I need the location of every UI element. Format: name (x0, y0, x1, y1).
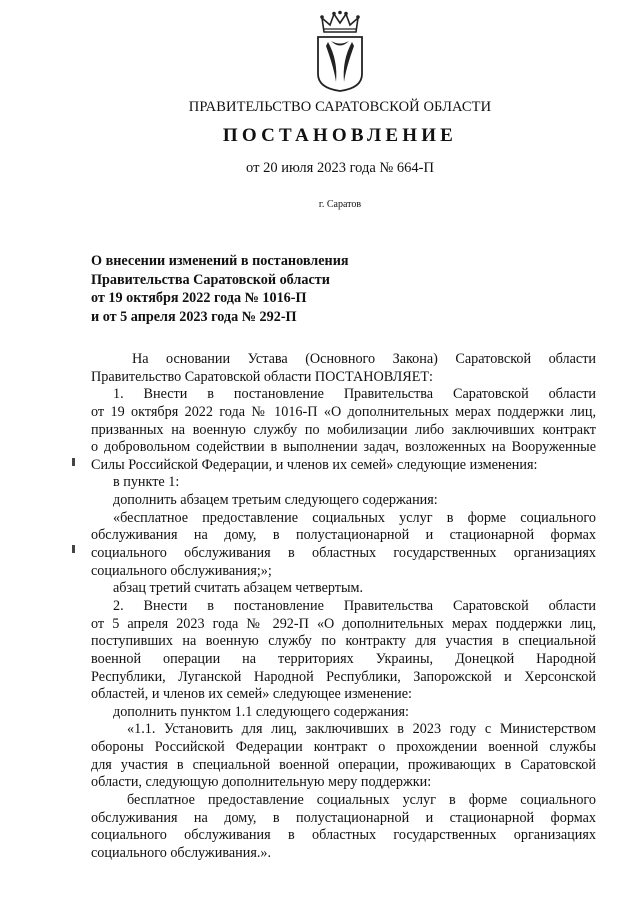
decree-subject (91, 252, 491, 327)
body-line: 1. Внести в постановление Правительства Саратовской области (113, 386, 596, 403)
body-line: Правительство Саратовской области ПОСТАНОВЛЯЕТ: (91, 368, 434, 385)
body-line: от 5 апреля 2023 года № 292-П «О дополнительных мерах поддержки лиц, (91, 615, 596, 632)
body-line: о добровольном содействии в выполнении задач, возложенных на Вооруженные (91, 439, 596, 456)
document-type: ПОСТАНОВЛЕНИЕ (222, 125, 458, 146)
city-name: г. Саратов (318, 199, 362, 210)
decree-body (91, 351, 596, 863)
body-line: дополнить пунктом 1.1 следующего содержания: (113, 703, 409, 720)
subject-line: Правительства Саратовской области (91, 271, 330, 288)
body-line: социального обслуживания.». (91, 844, 272, 861)
subject-line: от 19 октября 2022 года № 1016-П (91, 290, 307, 307)
body-line: «1.1. Установить для лиц, заключивших в 2023 году с Министерством (127, 721, 596, 738)
body-line: Силы Российской Федерации, и членов их семей» следующие изменения: (91, 456, 538, 473)
body-line: На основании Устава (Основного Закона) Саратовской области (132, 351, 596, 367)
margin-mark (72, 458, 75, 466)
body-line: 2. Внести в постановление Правительства Саратовской области (113, 597, 596, 614)
body-line: призванных на военную службу по мобилизации либо заключивших контракт (91, 421, 596, 438)
body-line: военной операции на территориях Украины, Донецкой Народной (91, 650, 596, 667)
saratov-coat-of-arms-icon (314, 10, 366, 92)
subject-line: О внесении изменений в постановления (91, 253, 349, 269)
body-line: областей, и членов их семей» следующее изменение: (91, 686, 412, 703)
body-line: от 19 октября 2022 года № 1016-П «О дополнительных мерах поддержки лиц, (91, 403, 596, 420)
body-line: Республики, Луганской Народной Республики, Запорожской и Херсонской (91, 668, 596, 685)
subject-line: и от 5 апреля 2023 года № 292-П (91, 309, 297, 326)
body-line: поступивших на военную службу по контракту для участия в специальной (91, 633, 596, 650)
body-line: дополнить абзацем третьим следующего содержания: (113, 492, 438, 509)
body-line: обслуживания на дому, в полустационарной и стационарной формах (91, 527, 596, 544)
body-line: бесплатное предоставление социальных услуг в форме социального (127, 792, 596, 809)
margin-mark (72, 545, 75, 553)
body-line: области, следующую дополнительную меру поддержки: (91, 774, 432, 791)
body-line: для участия в специальной военной операции, проживающих в Саратовской (91, 756, 596, 773)
body-line: социального обслуживания;»; (91, 562, 272, 579)
decree-date-number: от 20 июля 2023 года № 664-П (246, 160, 434, 176)
body-line: социального обслуживания в областных государственных организациях (91, 545, 596, 562)
body-line: социального обслуживания в областных государственных организациях (91, 827, 596, 844)
government-name: ПРАВИТЕЛЬСТВО САРАТОВСКОЙ ОБЛАСТИ (188, 99, 492, 115)
body-line: обслуживания на дому, в полустационарной и стационарной формах (91, 809, 596, 826)
body-line: абзац третий считать абзацем четвертым. (113, 580, 364, 597)
body-line: обороны Российской Федерации контракт о прохождении военной службы (91, 739, 596, 756)
body-line: «бесплатное предоставление социальных услуг в форме социального (113, 509, 596, 526)
body-line: в пункте 1: (113, 474, 180, 491)
